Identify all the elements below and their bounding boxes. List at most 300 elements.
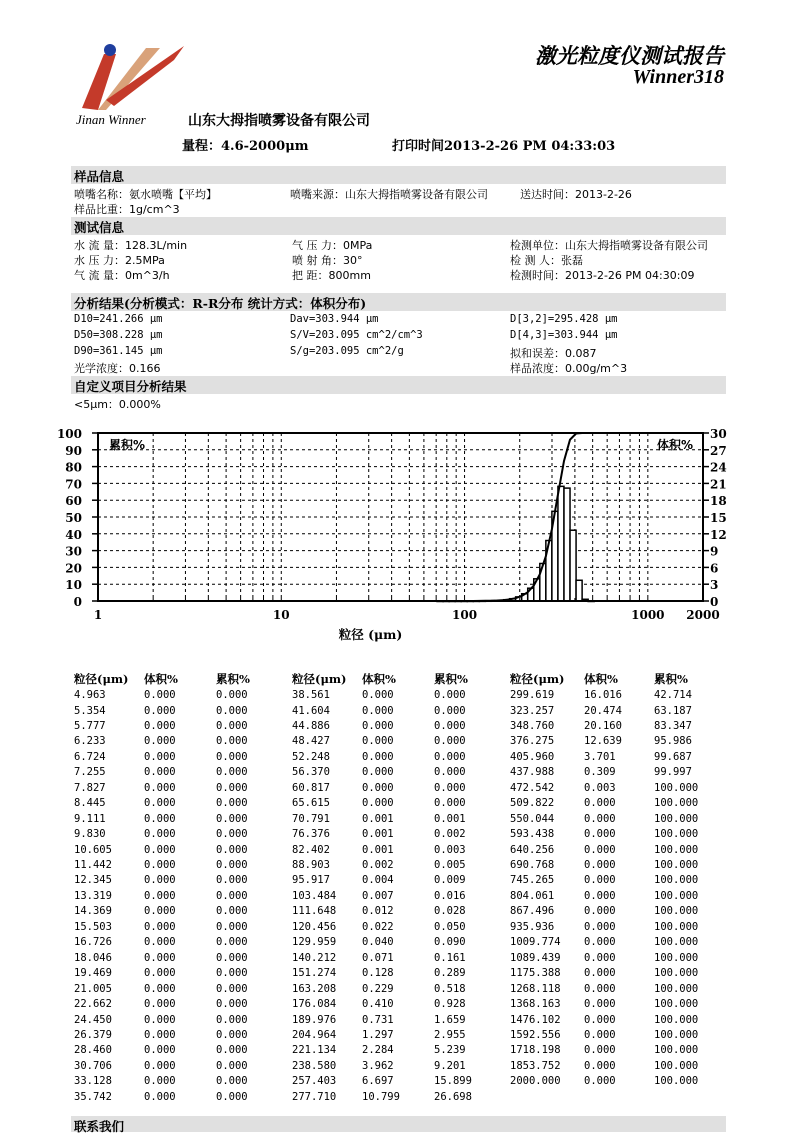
analysis-item: 光学浓度：0.166 <box>74 362 161 375</box>
table-cell: 0.410 <box>362 998 394 1010</box>
table-cell: 1.659 <box>434 1013 466 1026</box>
table-cell: 0.000 <box>216 982 248 995</box>
volume-bar <box>564 488 570 601</box>
analysis-item: D10=241.266 μm <box>74 313 163 325</box>
table-cell: 100.000 <box>654 920 699 933</box>
table-cell: 745.265 <box>510 874 555 887</box>
table-cell: 44.886 <box>292 719 330 732</box>
table-cell: 9.830 <box>74 828 106 840</box>
table-cell: 0.000 <box>434 704 466 717</box>
right-tick-label: 15 <box>710 511 727 525</box>
table-cell: 0.000 <box>434 750 466 763</box>
chart-grid <box>98 433 703 601</box>
table-cell: 593.438 <box>510 828 555 840</box>
table-cell: 70.791 <box>292 812 330 825</box>
table-cell: 0.229 <box>362 982 394 995</box>
print-time: 打印时间2013-2-26 PM 04:33:03 <box>392 139 616 154</box>
table-cell: 176.084 <box>292 998 337 1010</box>
table-cell: 0.000 <box>434 719 466 732</box>
table-cell: 0.000 <box>216 1028 248 1041</box>
table-cell: 0.000 <box>584 843 616 856</box>
test-item: 检测单位：山东大拇指喷雾设备有限公司 <box>510 239 708 252</box>
table-cell: 0.000 <box>216 1075 248 1088</box>
table-cell: 3.962 <box>362 1059 394 1072</box>
table-cell: 0.000 <box>144 1013 176 1026</box>
table-cell: 0.000 <box>144 766 176 779</box>
table-cell: 88.903 <box>292 859 330 871</box>
table-cell: 0.289 <box>434 967 466 980</box>
table-header: 累积% <box>654 672 688 686</box>
table-cell: 0.000 <box>144 1044 176 1057</box>
table-cell: 0.000 <box>584 889 616 902</box>
table-cell: 7.827 <box>74 781 106 794</box>
table-cell: 14.369 <box>74 905 112 918</box>
table-cell: 19.469 <box>74 967 112 980</box>
x-axis-label: 粒径 (μm) <box>338 627 403 642</box>
left-tick-label: 50 <box>65 511 82 525</box>
table-cell: 0.000 <box>216 1059 248 1072</box>
right-tick-label: 3 <box>710 578 719 593</box>
report-title: 激光粒度仪测试报告 <box>535 44 724 68</box>
table-cell: 0.000 <box>144 967 176 980</box>
nozzle-source: 喷嘴来源：山东大拇指喷雾设备有限公司 <box>290 188 488 201</box>
sample-density: 样品比重：1g/cm^3 <box>74 203 180 216</box>
table-cell: 0.000 <box>434 735 466 748</box>
table-cell: 0.000 <box>362 719 394 732</box>
table-cell: 111.648 <box>292 905 337 918</box>
table-cell: 0.000 <box>584 951 616 964</box>
section-bar <box>71 217 726 235</box>
table-cell: 82.402 <box>292 843 330 856</box>
table-cell: 0.004 <box>362 874 394 887</box>
table-cell: 0.000 <box>584 936 616 949</box>
table-cell: 2.284 <box>362 1044 394 1057</box>
table-cell: 3.701 <box>584 750 616 763</box>
table-cell: 1268.118 <box>510 982 561 995</box>
table-cell: 11.442 <box>74 859 112 871</box>
table-cell: 0.005 <box>434 859 466 871</box>
table-cell: 0.000 <box>144 1028 176 1041</box>
left-tick-label: 30 <box>65 544 82 559</box>
table-cell: 0.000 <box>144 874 176 887</box>
table-cell: 0.731 <box>362 1013 394 1026</box>
table-cell: 0.002 <box>434 828 466 840</box>
table-cell: 100.000 <box>654 1059 699 1072</box>
table-cell: 13.319 <box>74 889 112 902</box>
table-cell: 1853.752 <box>510 1059 561 1072</box>
table-cell: 140.212 <box>292 951 337 964</box>
table-cell: 42.714 <box>654 689 692 701</box>
left-tick-label: 20 <box>65 561 82 576</box>
table-cell: 0.000 <box>216 1044 248 1057</box>
table-cell: 0.518 <box>434 982 466 995</box>
table-cell: 99.997 <box>654 766 692 779</box>
analysis-item: 拟和误差：0.087 <box>510 347 597 360</box>
table-cell: 0.000 <box>216 843 248 856</box>
table-cell: 0.000 <box>434 766 466 779</box>
table-cell: 0.000 <box>584 1059 616 1072</box>
table-cell: 100.000 <box>654 951 699 964</box>
table-cell: 99.687 <box>654 750 692 763</box>
volume-bar <box>558 486 564 601</box>
table-cell: 95.986 <box>654 735 692 748</box>
table-cell: 15.503 <box>74 920 112 933</box>
table-cell: 100.000 <box>654 874 699 887</box>
table-cell: 0.000 <box>144 797 176 810</box>
right-tick-label: 12 <box>710 527 727 542</box>
table-cell: 151.274 <box>292 967 337 980</box>
right-tick-label: 18 <box>710 494 727 509</box>
distribution-chart <box>0 420 800 650</box>
table-cell: 10.799 <box>362 1090 400 1103</box>
table-cell: 8.445 <box>74 797 106 810</box>
table-cell: 24.450 <box>74 1013 112 1026</box>
table-cell: 100.000 <box>654 936 699 949</box>
table-cell: 100.000 <box>654 828 699 840</box>
analysis-item: Dav=303.944 μm <box>290 313 379 325</box>
table-cell: 0.016 <box>434 889 466 902</box>
table-cell: 0.000 <box>216 766 248 779</box>
table-cell: 35.742 <box>74 1090 112 1103</box>
table-cell: 0.000 <box>144 843 176 856</box>
test-item: 把 距：800mm <box>292 269 371 282</box>
table-cell: 1009.774 <box>510 936 561 949</box>
table-cell: 0.000 <box>584 874 616 887</box>
table-cell: 0.000 <box>362 766 394 779</box>
analysis-item: D90=361.145 μm <box>74 345 163 357</box>
table-cell: 0.000 <box>144 936 176 949</box>
table-cell: 52.248 <box>292 750 330 763</box>
table-cell: 0.000 <box>144 689 176 701</box>
table-cell: 0.000 <box>362 797 394 810</box>
table-cell: 18.046 <box>74 951 112 964</box>
analysis-heading: 分析结果(分析模式：R-R分布 统计方式：体积分布) <box>74 296 367 311</box>
table-cell: 100.000 <box>654 905 699 918</box>
right-axis-label: 体积% <box>656 438 693 452</box>
table-cell: 0.000 <box>584 797 616 810</box>
table-cell: 0.022 <box>362 920 394 933</box>
table-cell: 0.000 <box>216 704 248 717</box>
table-cell: 0.000 <box>144 1059 176 1072</box>
table-cell: 100.000 <box>654 812 699 825</box>
table-cell: 257.403 <box>292 1075 337 1088</box>
right-tick-label: 30 <box>710 427 727 441</box>
left-tick-label: 70 <box>65 477 82 492</box>
table-cell: 16.726 <box>74 936 112 949</box>
table-cell: 0.000 <box>216 735 248 748</box>
x-tick-label: 2000 <box>686 608 720 622</box>
table-cell: 1175.388 <box>510 967 561 980</box>
analysis-item: D[3,2]=295.428 μm <box>510 313 618 325</box>
table-cell: 1.297 <box>362 1028 394 1041</box>
table-cell: 100.000 <box>654 889 699 902</box>
table-cell: 5.777 <box>74 719 106 732</box>
table-cell: 0.000 <box>584 1075 616 1088</box>
table-cell: 0.000 <box>144 998 176 1010</box>
table-cell: 0.001 <box>362 828 394 840</box>
table-cell: 0.000 <box>144 920 176 933</box>
table-cell: 22.662 <box>74 998 112 1010</box>
table-cell: 20.160 <box>584 719 622 732</box>
analysis-item: 样品浓度：0.00g/m^3 <box>510 362 628 375</box>
table-cell: 129.959 <box>292 936 337 949</box>
table-cell: 6.697 <box>362 1075 394 1088</box>
table-cell: 0.000 <box>216 1090 248 1103</box>
table-cell: 9.201 <box>434 1059 466 1072</box>
table-cell: 10.605 <box>74 843 112 856</box>
table-cell: 0.000 <box>216 859 248 871</box>
table-cell: 299.619 <box>510 689 555 701</box>
table-cell: 550.044 <box>510 812 555 825</box>
table-cell: 0.000 <box>584 1013 616 1026</box>
left-tick-label: 60 <box>65 494 82 509</box>
table-cell: 83.347 <box>654 719 692 732</box>
table-cell: 38.561 <box>292 689 330 701</box>
table-cell: 0.128 <box>362 967 394 980</box>
table-cell: 0.000 <box>216 1013 248 1026</box>
right-tick-label: 0 <box>710 595 719 609</box>
table-cell: 100.000 <box>654 1028 699 1041</box>
table-cell: 0.000 <box>362 689 394 701</box>
table-cell: 0.040 <box>362 936 394 949</box>
table-cell: 238.580 <box>292 1059 337 1072</box>
table-cell: 1089.439 <box>510 951 561 964</box>
table-cell: 0.002 <box>362 859 394 871</box>
table-cell: 0.000 <box>216 967 248 980</box>
table-cell: 0.000 <box>144 1090 176 1103</box>
table-header: 粒径(μm) <box>510 672 565 686</box>
test-item: 气 流 量：0m^3/h <box>74 269 170 282</box>
table-cell: 0.028 <box>434 905 466 918</box>
left-tick-label: 80 <box>65 460 82 475</box>
volume-bar <box>570 530 576 601</box>
table-cell: 100.000 <box>654 998 699 1010</box>
table-cell: 65.615 <box>292 797 330 810</box>
table-cell: 0.000 <box>216 905 248 918</box>
table-cell: 26.698 <box>434 1090 472 1103</box>
x-tick-label: 1 <box>93 608 103 622</box>
table-cell: 0.000 <box>362 781 394 794</box>
table-cell: 5.354 <box>74 704 106 717</box>
table-cell: 41.604 <box>292 704 330 717</box>
table-cell: 0.000 <box>584 920 616 933</box>
table-cell: 0.001 <box>434 812 466 825</box>
left-axis-label: 累积% <box>109 438 146 452</box>
custom-heading: 自定义项目分析结果 <box>74 379 187 394</box>
table-cell: 0.003 <box>434 843 466 856</box>
table-cell: 472.542 <box>510 781 555 794</box>
table-cell: 509.822 <box>510 797 555 810</box>
table-cell: 0.000 <box>584 1044 616 1057</box>
table-cell: 26.379 <box>74 1028 112 1041</box>
brand-name: Jinan Winner <box>76 112 146 127</box>
table-cell: 0.071 <box>362 951 394 964</box>
left-tick-label: 100 <box>56 427 82 441</box>
table-cell: 640.256 <box>510 843 555 856</box>
table-cell: 0.000 <box>584 859 616 871</box>
table-cell: 0.000 <box>584 828 616 840</box>
x-tick-label: 1000 <box>631 608 665 622</box>
table-cell: 0.000 <box>434 689 466 701</box>
table-cell: 7.255 <box>74 766 106 779</box>
model-name: Winner318 <box>632 66 724 88</box>
table-header: 体积% <box>144 672 178 686</box>
table-cell: 0.003 <box>584 781 616 794</box>
table-cell: 0.000 <box>216 951 248 964</box>
table-cell: 21.005 <box>74 982 112 995</box>
left-tick-label: 40 <box>65 527 82 542</box>
test-item: 气 压 力：0MPa <box>292 239 373 252</box>
table-cell: 0.000 <box>362 704 394 717</box>
table-cell: 0.007 <box>362 889 394 902</box>
table-cell: 0.000 <box>216 998 248 1010</box>
right-tick-label: 6 <box>710 561 719 576</box>
analysis-item: S/g=203.095 cm^2/g <box>290 345 404 357</box>
table-cell: 6.233 <box>74 735 106 748</box>
table-cell: 221.134 <box>292 1044 337 1057</box>
table-cell: 9.111 <box>74 812 106 825</box>
table-cell: 0.090 <box>434 936 466 949</box>
table-cell: 0.000 <box>434 781 466 794</box>
table-cell: 1718.198 <box>510 1044 561 1057</box>
table-cell: 0.000 <box>144 735 176 748</box>
test-item: 水 压 力：2.5MPa <box>74 254 165 267</box>
table-cell: 0.000 <box>144 704 176 717</box>
table-cell: 103.484 <box>292 889 337 902</box>
table-cell: 0.000 <box>144 951 176 964</box>
table-cell: 2.955 <box>434 1028 466 1041</box>
sample-heading: 样品信息 <box>74 169 125 184</box>
table-cell: 0.001 <box>362 812 394 825</box>
table-cell: 0.012 <box>362 905 394 918</box>
table-cell: 1476.102 <box>510 1013 561 1026</box>
table-cell: 0.000 <box>584 982 616 995</box>
table-cell: 405.960 <box>510 750 555 763</box>
table-cell: 0.000 <box>216 920 248 933</box>
table-cell: 76.376 <box>292 828 330 840</box>
table-cell: 48.427 <box>292 735 330 748</box>
table-cell: 12.639 <box>584 735 622 748</box>
table-cell: 0.000 <box>584 1028 616 1041</box>
table-cell: 30.706 <box>74 1059 112 1072</box>
table-cell: 323.257 <box>510 704 555 717</box>
table-cell: 0.928 <box>434 998 466 1010</box>
table-cell: 0.009 <box>434 874 466 887</box>
table-cell: 0.000 <box>216 797 248 810</box>
table-cell: 15.899 <box>434 1075 472 1088</box>
analysis-item: S/V=203.095 cm^2/cm^3 <box>290 329 423 341</box>
test-item: 喷 射 角：30° <box>292 254 363 267</box>
table-cell: 277.710 <box>292 1090 337 1103</box>
section-bar <box>71 166 726 184</box>
table-cell: 0.000 <box>584 905 616 918</box>
table-cell: 0.000 <box>584 812 616 825</box>
table-cell: 0.000 <box>216 812 248 825</box>
table-cell: 0.000 <box>584 998 616 1010</box>
company-name: 山东大拇指喷雾设备有限公司 <box>188 113 370 129</box>
table-cell: 0.161 <box>434 951 466 964</box>
table-cell: 0.000 <box>584 967 616 980</box>
table-cell: 867.496 <box>510 905 555 918</box>
table-cell: 0.000 <box>362 735 394 748</box>
table-cell: 120.456 <box>292 920 337 933</box>
table-cell: 2000.000 <box>510 1075 561 1088</box>
table-cell: 95.917 <box>292 874 330 887</box>
right-tick-label: 21 <box>710 477 727 492</box>
table-cell: 1368.163 <box>510 998 561 1010</box>
right-tick-label: 9 <box>710 544 719 559</box>
table-header: 体积% <box>584 672 618 686</box>
table-cell: 100.000 <box>654 1044 699 1057</box>
table-cell: 12.345 <box>74 874 112 887</box>
left-tick-label: 0 <box>73 595 82 609</box>
table-cell: 0.000 <box>144 905 176 918</box>
table-cell: 0.000 <box>144 828 176 840</box>
table-cell: 0.000 <box>144 719 176 732</box>
table-cell: 60.817 <box>292 781 330 794</box>
analysis-item: D[4,3]=303.944 μm <box>510 329 618 341</box>
test-item: 检测时间：2013-2-26 PM 04:30:09 <box>510 269 695 282</box>
test-item: 检 测 人：张磊 <box>510 254 583 267</box>
table-cell: 0.000 <box>216 750 248 763</box>
table-cell: 1592.556 <box>510 1028 561 1041</box>
table-cell: 0.050 <box>434 920 466 933</box>
table-cell: 100.000 <box>654 1013 699 1026</box>
table-cell: 0.000 <box>216 781 248 794</box>
table-header: 体积% <box>362 672 396 686</box>
table-cell: 16.016 <box>584 689 622 701</box>
table-cell: 0.309 <box>584 766 616 779</box>
table-cell: 100.000 <box>654 797 699 810</box>
x-tick-label: 100 <box>452 608 478 622</box>
left-tick-label: 90 <box>65 443 82 458</box>
table-cell: 0.000 <box>216 889 248 902</box>
table-header: 粒径(μm) <box>292 672 347 686</box>
table-header: 累积% <box>216 672 250 686</box>
test-heading: 测试信息 <box>74 220 125 235</box>
table-cell: 6.724 <box>74 750 106 763</box>
custom-line: <5μm：0.000% <box>74 398 161 411</box>
table-cell: 163.208 <box>292 982 337 995</box>
table-cell: 0.000 <box>216 936 248 949</box>
table-cell: 0.000 <box>144 781 176 794</box>
table-cell: 100.000 <box>654 781 699 794</box>
table-cell: 437.988 <box>510 766 555 779</box>
table-header: 粒径(μm) <box>74 672 129 686</box>
table-cell: 690.768 <box>510 859 555 871</box>
table-cell: 0.000 <box>216 874 248 887</box>
measurement-range: 量程：4.6-2000μm <box>182 139 309 154</box>
table-cell: 0.000 <box>434 797 466 810</box>
nozzle-name: 喷嘴名称：氨水喷嘴【平均】 <box>74 188 217 201</box>
table-cell: 100.000 <box>654 859 699 871</box>
table-cell: 0.001 <box>362 843 394 856</box>
table-cell: 204.964 <box>292 1028 337 1041</box>
table-cell: 63.187 <box>654 704 692 717</box>
right-tick-label: 24 <box>710 460 727 475</box>
table-cell: 0.000 <box>144 982 176 995</box>
table-cell: 56.370 <box>292 766 330 779</box>
table-cell: 0.000 <box>144 750 176 763</box>
table-cell: 0.000 <box>216 689 248 701</box>
table-cell: 4.963 <box>74 689 106 701</box>
table-cell: 0.000 <box>144 889 176 902</box>
table-cell: 100.000 <box>654 967 699 980</box>
contact-heading: 联系我们 <box>74 1119 125 1134</box>
left-tick-label: 10 <box>65 578 82 593</box>
table-cell: 0.000 <box>216 828 248 840</box>
analysis-item: D50=308.228 μm <box>74 329 163 341</box>
